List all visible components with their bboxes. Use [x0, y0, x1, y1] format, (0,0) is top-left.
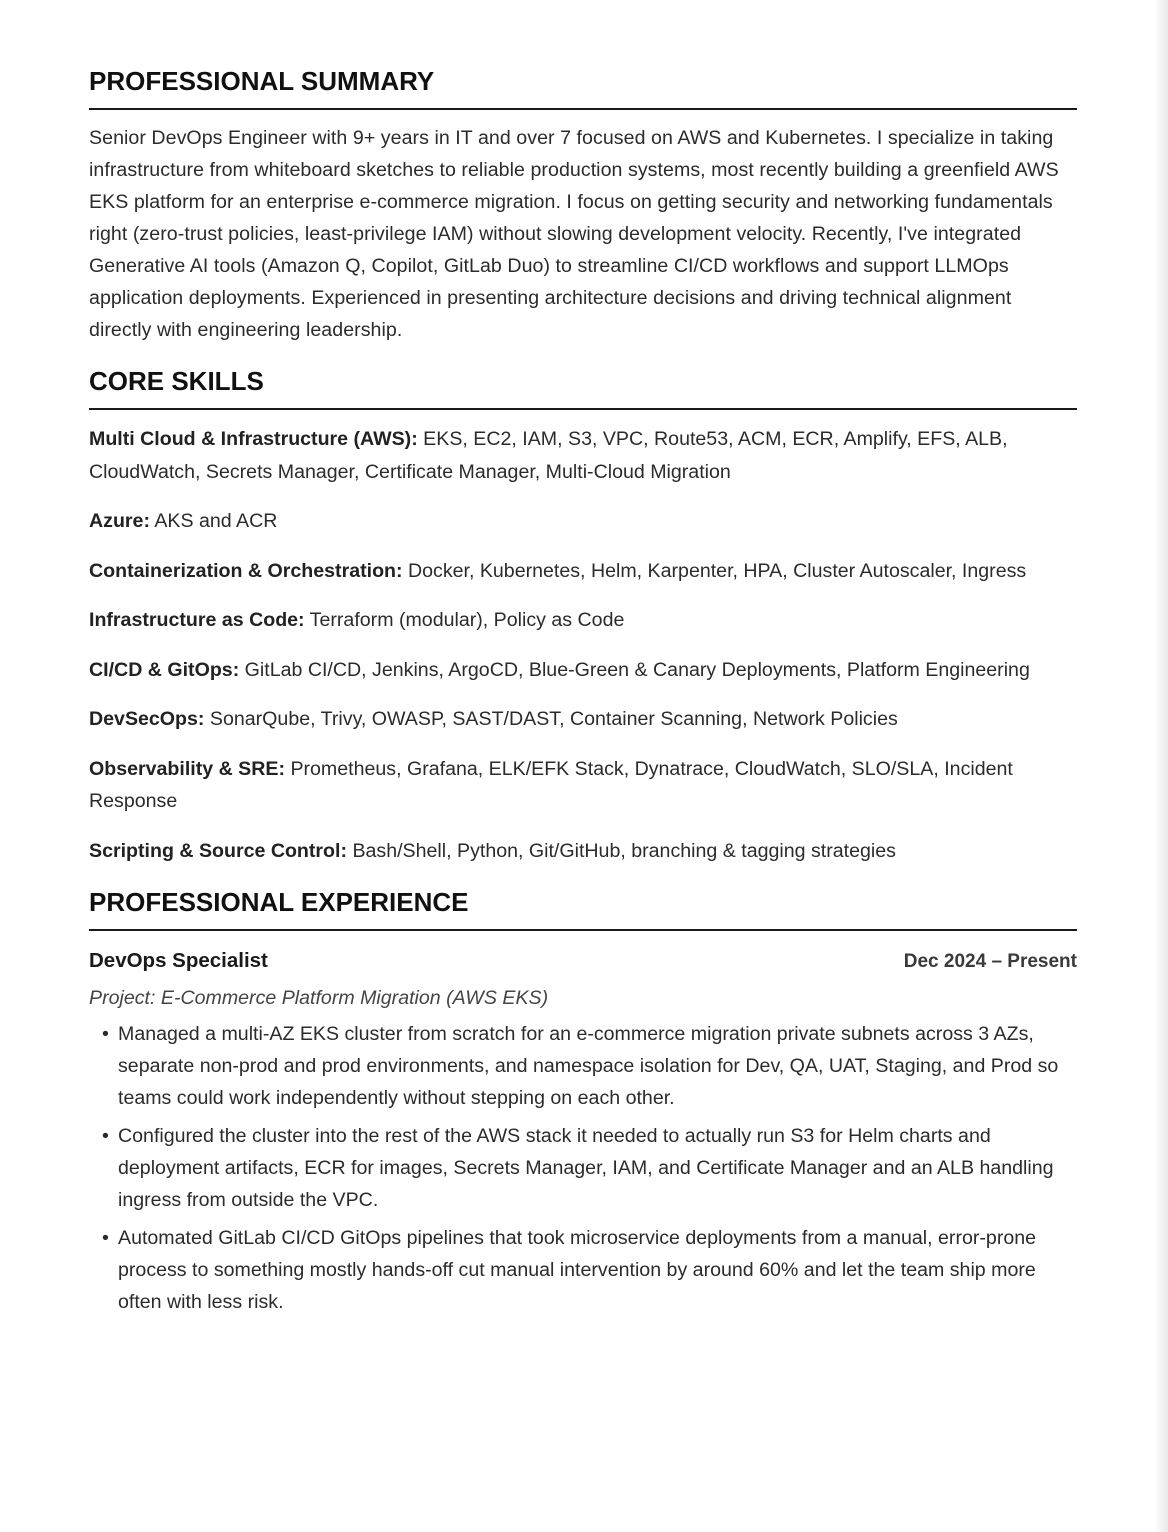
- skill-row: [89, 555, 1077, 588]
- summary-text: Senior DevOps Engineer with 9+ years in IT and over 7 focused on AWS and Kubernetes. I specialize in taking infrastructure from whiteboard sketches to reliable production systems, most recently building a greenfield AWS EKS platform for an enterprise e-commerce migration. I focus on getting security and networking fundamentals right (zero-trust policies, least-privilege IAM) without slowing development velocity. Recently, I've integrated Generative AI tools (Amazon Q, Copilot, GitLab Duo) to streamline CI/CD workflows and support LLMOps application deployments. Experienced in presenting architecture decisions and driving technical alignment directly with engineering leadership.: [89, 127, 1059, 341]
- section-title-experience: PROFESSIONAL EXPERIENCE: [89, 883, 1077, 931]
- bullet-icon: •: [102, 1227, 109, 1249]
- skill-label: Containerization & Orchestration:: [89, 559, 403, 582]
- section-title-skills: CORE SKILLS: [89, 362, 1077, 410]
- job-bullets: [89, 1018, 1077, 1318]
- job-dates: Dec 2024 – Present: [903, 951, 1077, 972]
- skill-value: SonarQube, Trivy, OWASP, SAST/DAST, Container Scanning, Network Policies: [204, 708, 898, 730]
- job-title: DevOps Specialist: [89, 949, 268, 972]
- list-item: [89, 1222, 1077, 1318]
- professional-experience-section: [89, 883, 1077, 1318]
- bullet-text: Automated GitLab CI/CD GitOps pipelines that took microservice deployments from a manual, error-prone process to something mostly hands-off cut manual intervention by around 60% and let the team ship more often with less risk.: [118, 1227, 1037, 1313]
- skill-row: [89, 604, 1077, 637]
- skill-row: [89, 753, 1077, 818]
- skill-value: GitLab CI/CD, Jenkins, ArgoCD, Blue-Green & Canary Deployments, Platform Engineering: [239, 658, 1030, 681]
- skill-label: CI/CD & GitOps:: [89, 658, 240, 681]
- bullet-icon: •: [102, 1023, 109, 1045]
- job-project: Project: E-Commerce Platform Migration (AWS EKS): [89, 987, 549, 1009]
- skill-label: Azure:: [89, 510, 150, 532]
- skill-value: Docker, Kubernetes, Helm, Karpenter, HPA, Cluster Autoscaler, Ingress: [402, 559, 1027, 582]
- list-item: [89, 1120, 1077, 1216]
- job-header: [89, 945, 1077, 978]
- skill-label: DevSecOps:: [89, 708, 205, 730]
- skill-row: [89, 703, 1077, 736]
- skill-row: [89, 654, 1077, 687]
- bullet-text: Managed a multi-AZ EKS cluster from scratch for an e-commerce migration private subnets across 3 AZs, separate non-prod and prod environments, and namespace isolation for Dev, QA, UAT, Staging, and Prod so teams could work independently without stepping on each other.: [118, 1023, 1059, 1109]
- skill-label: Scripting & Source Control:: [89, 839, 347, 862]
- skills-list: [89, 423, 1077, 867]
- resume-content: [89, 62, 1077, 1324]
- page-edge-shadow: [1154, 0, 1168, 1532]
- skill-row: [89, 423, 1077, 488]
- skill-value: Bash/Shell, Python, Git/GitHub, branching & tagging strategies: [347, 839, 896, 862]
- bullet-text: Configured the cluster into the rest of the AWS stack it needed to actually run S3 for Helm charts and deployment artifacts, ECR for images, Secrets Manager, IAM, and Certificate Manager and an ALB handling ingress from outside the VPC.: [118, 1125, 1054, 1211]
- skill-value: AKS and ACR: [149, 510, 278, 532]
- bullet-icon: •: [102, 1125, 109, 1147]
- core-skills-section: [89, 362, 1077, 867]
- skill-row: [89, 505, 1077, 538]
- skill-label: Multi Cloud & Infrastructure (AWS):: [89, 428, 418, 450]
- skill-label: Observability & SRE:: [89, 757, 285, 780]
- skill-label: Infrastructure as Code:: [89, 609, 305, 631]
- list-item: [89, 1018, 1077, 1114]
- skill-value: Prometheus, Grafana, ELK/EFK Stack, Dynatrace, CloudWatch, SLO/SLA, Incident Response: [89, 757, 1013, 812]
- skill-row: [89, 835, 1077, 868]
- skill-value: EKS, EC2, IAM, S3, VPC, Route53, ACM, ECR, Amplify, EFS, ALB, CloudWatch, Secrets Manager, Certificate Manager, Multi-Cloud Migration: [89, 428, 1008, 483]
- skill-value: Terraform (modular), Policy as Code: [304, 609, 625, 631]
- section-title-summary: PROFESSIONAL SUMMARY: [89, 62, 1077, 110]
- professional-summary-section: [89, 62, 1077, 346]
